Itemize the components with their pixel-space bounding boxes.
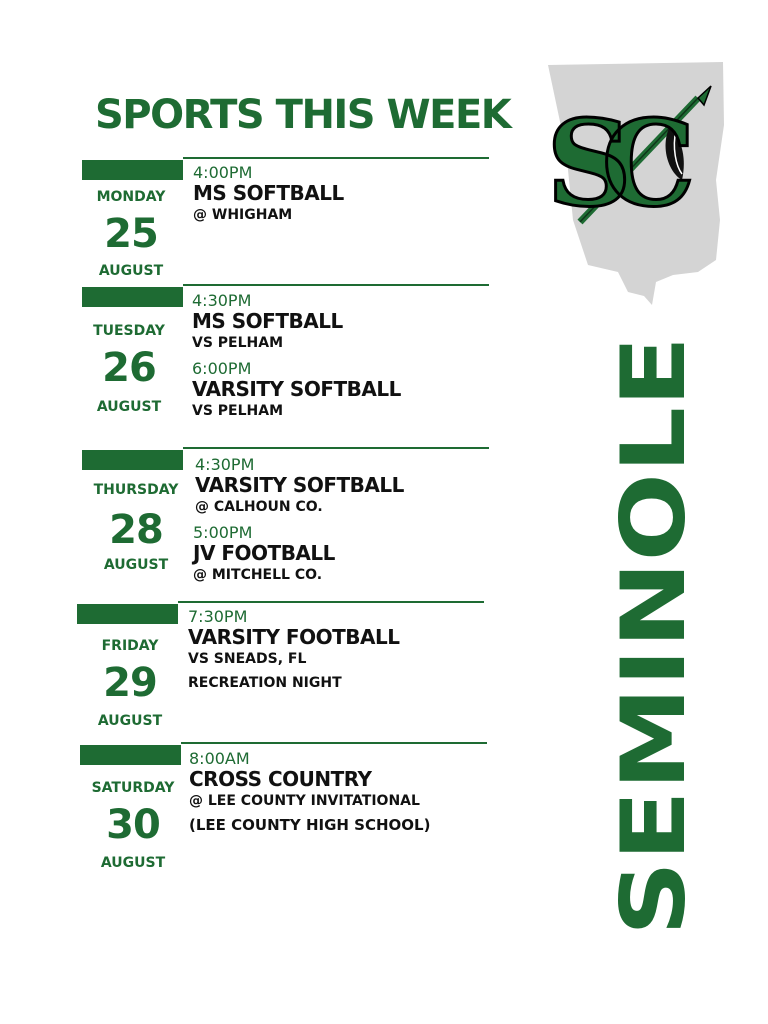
- day-number: 25: [104, 211, 158, 257]
- event-title: MS SOFTBALL: [192, 309, 343, 333]
- event-detail: @ MITCHELL CO.: [193, 567, 323, 583]
- day-header-bar: [80, 745, 181, 765]
- event: [192, 292, 343, 354]
- vertical-wordmark: [600, 332, 705, 942]
- event: [192, 360, 401, 422]
- event: [188, 608, 399, 694]
- event: [195, 456, 404, 518]
- day-number: 29: [103, 660, 157, 706]
- day-block-monday: [0, 157, 500, 282]
- vertical-word-text: SEMINOLE: [602, 427, 705, 936]
- day-number: 30: [106, 802, 160, 848]
- divider-line: [181, 742, 487, 744]
- event-detail: VS SNEADS, FL: [188, 651, 307, 667]
- event-title: VARSITY SOFTBALL: [195, 473, 404, 497]
- event-time: 7:30PM: [188, 607, 248, 626]
- school-logo: [548, 60, 728, 310]
- day-month: AUGUST: [100, 855, 166, 871]
- event-detail: @ LEE COUNTY INVITATIONAL: [189, 793, 420, 809]
- event-detail: VS PELHAM: [192, 335, 284, 351]
- day-name: THURSDAY: [93, 482, 179, 498]
- day-number: 28: [109, 507, 163, 553]
- event: [189, 750, 430, 836]
- day-header-bar: [82, 450, 183, 470]
- divider-line: [183, 284, 489, 286]
- day-header-bar: [82, 160, 183, 180]
- event-title: MS SOFTBALL: [193, 181, 344, 205]
- logo-monogram: SC: [546, 94, 666, 233]
- day-month: AUGUST: [97, 713, 163, 729]
- event-detail: (LEE COUNTY HIGH SCHOOL): [189, 816, 431, 834]
- day-name: SATURDAY: [91, 780, 175, 796]
- divider-line: [178, 601, 484, 603]
- event-detail: @ CALHOUN CO.: [195, 499, 323, 515]
- day-name: FRIDAY: [101, 638, 159, 654]
- event-detail: RECREATION NIGHT: [188, 675, 342, 691]
- event-time: 4:30PM: [192, 291, 252, 310]
- event-detail: @ WHIGHAM: [193, 207, 293, 223]
- day-month: AUGUST: [96, 399, 162, 415]
- event-time: 4:00PM: [193, 163, 253, 182]
- day-number: 26: [102, 345, 156, 391]
- day-name: MONDAY: [96, 189, 166, 205]
- divider-line: [183, 447, 489, 449]
- event-title: VARSITY FOOTBALL: [188, 625, 400, 649]
- event-time: 4:30PM: [195, 455, 255, 474]
- day-month: AUGUST: [98, 263, 164, 279]
- event-time: 5:00PM: [193, 523, 253, 542]
- event-title: VARSITY SOFTBALL: [192, 377, 401, 401]
- event-detail: VS PELHAM: [192, 403, 284, 419]
- day-block-saturday: [0, 742, 500, 877]
- event-time: 6:00PM: [192, 359, 252, 378]
- page-title: SPORTS THIS WEEK: [95, 92, 511, 138]
- day-name: TUESDAY: [93, 323, 165, 339]
- day-block-thursday: [0, 447, 500, 597]
- event: [193, 524, 335, 586]
- divider-line: [183, 157, 489, 159]
- event-title: JV FOOTBALL: [193, 541, 335, 565]
- day-header-bar: [82, 287, 183, 307]
- day-block-tuesday: [0, 284, 500, 424]
- day-header-bar: [77, 604, 178, 624]
- event-time: 8:00AM: [189, 749, 250, 768]
- day-month: AUGUST: [103, 557, 169, 573]
- event: [193, 164, 344, 226]
- event-title: CROSS COUNTRY: [189, 767, 372, 791]
- day-block-friday: [0, 601, 500, 736]
